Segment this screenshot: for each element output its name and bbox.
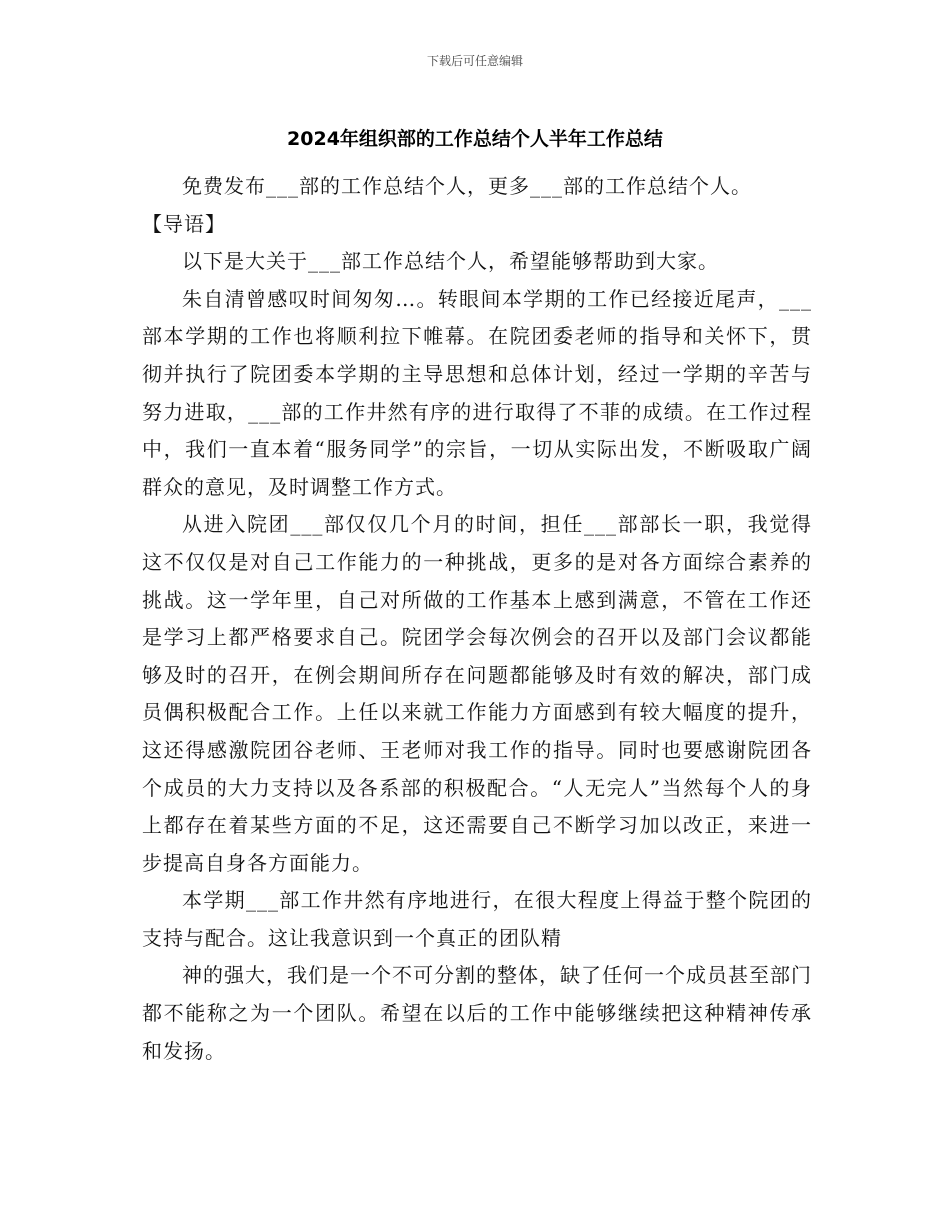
page-header: 下载后可任意编辑 [426,54,523,68]
paragraph-lead: 以下是大关于___部工作总结个人，希望能够帮助到大家。 [182,249,719,274]
paragraph-body-2: 从进入院团___部仅仅几个月的时间，担任___部部长一职，我觉得这不仅仅是对自己工作能力的一种挑战，更多的是对各方面综合素养的挑战。这一学年里，自己对所做的工作基本上感到满意，不管在工作还是学习上都严格要求自己。院团学会每次例会的召开以及部门会议都能够及时的召开，在例会期间所存在问题都能够及时有效的解决，部门成员偶积极配合工作。上任以来就工作能力方面感到有较大幅度的提升，这还得感激院团谷老师、王老师对我工作的指导。同时也要感谢院团各个成员的大力支持以及各系部的积极配合。“人无完人”当然每个人的身上都存在着某些方面的不足，这还需要自己不断学习加以改正，来进一步提高自身各方面能力。 [142,512,812,875]
document-body [142,168,812,1070]
paragraph-guide-label: 【导语】 [142,211,226,236]
paragraph-body-3: 本学期___部工作井然有序地进行，在很大程度上得益于整个院团的支持与配合。这让我意识到一个真正的团队精 [142,888,812,950]
paragraph-intro: 免费发布___部的工作总结个人，更多___部的工作总结个人。 [182,174,752,198]
paragraph-body-4: 神的强大，我们是一个不可分割的整体，缺了任何一个成员甚至部门都不能称之为一个团队。希望在以后的工作中能够继续把这种精神传承和发扬。 [142,963,812,1063]
document-title: 2024年组织部的工作总结个人半年工作总结 [287,128,663,150]
paragraph-body-1: 朱自清曾感叹时间匆匆…。转眼间本学期的工作已经接近尾声，___部本学期的工作也将顺利拉下帷幕。在院团委老师的指导和关怀下，贯彻并执行了院团委本学期的主导思想和总体计划，经过一学期的辛苦与努力进取，___部的工作井然有序的进行取得了不菲的成绩。在工作过程中，我们一直本着“服务同学”的宗旨，一切从实际出发，不断吸取广阔群众的意见，及时调整工作方式。 [142,286,812,499]
